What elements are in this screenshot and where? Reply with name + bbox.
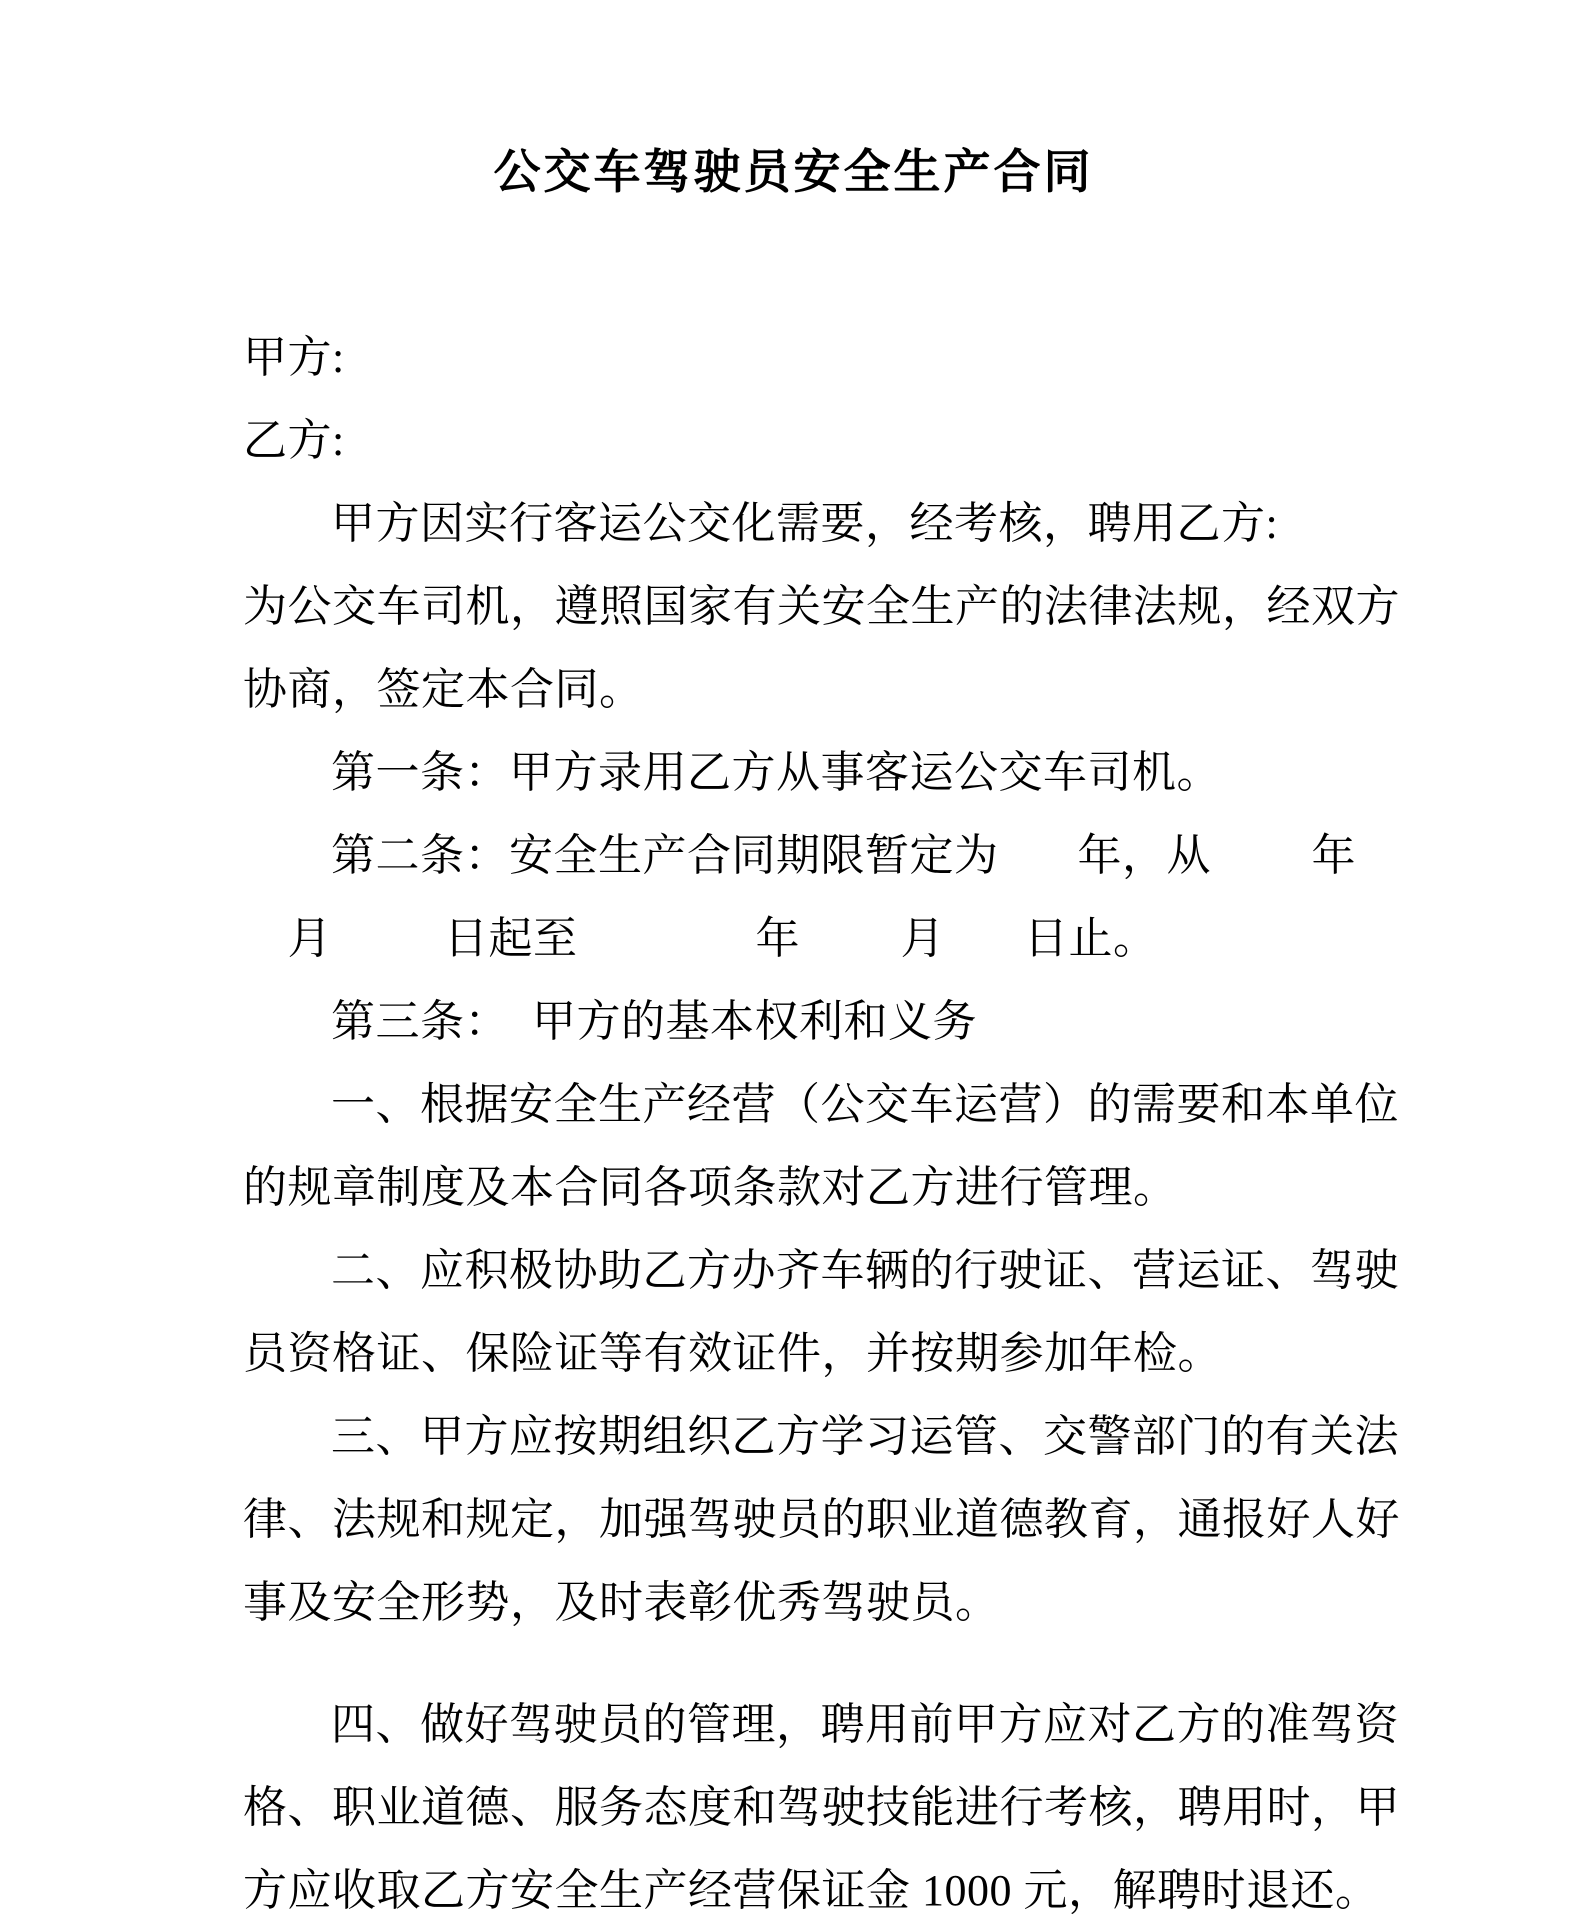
preamble-line-2: 为公交车司机，遵照国家有关安全生产的法律法规，经双方 [243, 581, 1400, 631]
document-body [243, 316, 1443, 1919]
article-2-line-2: 月 日起至 年 月 日止。 [243, 913, 1158, 963]
clause-1-line-1: 一、根据安全生产经营（公交车运营）的需要和本单位 [331, 1079, 1399, 1129]
clause-3-line-2: 律、法规和规定，加强驾驶员的职业道德教育，通报好人好 [243, 1494, 1400, 1544]
clause-1-line-2: 的规章制度及本合同各项条款对乙方进行管理。 [243, 1162, 1178, 1212]
article-3-heading: 第三条： 甲方的基本权利和义务 [331, 996, 977, 1046]
party-a-line: 甲方: [243, 332, 345, 382]
preamble-line-3: 协商，签定本合同。 [243, 664, 644, 714]
article-2-line-1: 第二条：安全生产合同期限暂定为 年，从 年 [331, 830, 1356, 880]
clause-4-line-1: 四、做好驾驶员的管理，聘用前甲方应对乙方的准驾资 [331, 1699, 1399, 1749]
clause-3-line-3: 事及安全形势，及时表彰优秀驾驶员。 [243, 1577, 1000, 1627]
clause-4-line-2: 格、职业道德、服务态度和驾驶技能进行考核，聘用时，甲 [243, 1782, 1400, 1832]
party-b-line: 乙方: [243, 415, 345, 465]
document-title: 公交车驾驶员安全生产合同 [493, 147, 1094, 199]
clause-2-line-1: 二、应积极协助乙方办齐车辆的行驶证、营运证、驾驶 [331, 1245, 1399, 1295]
clause-2-line-2: 员资格证、保险证等有效证件，并按期参加年检。 [243, 1328, 1222, 1378]
clause-3-line-1: 三、甲方应按期组织乙方学习运管、交警部门的有关法 [331, 1411, 1399, 1461]
clause-4-line-3: 方应收取乙方安全生产经营保证金 1000 元，解聘时退还。 [243, 1865, 1380, 1915]
article-1-line: 第一条：甲方录用乙方从事客运公交车司机。 [331, 747, 1221, 797]
preamble-line-1: 甲方因实行客运公交化需要，经考核，聘用乙方: [331, 498, 1279, 548]
